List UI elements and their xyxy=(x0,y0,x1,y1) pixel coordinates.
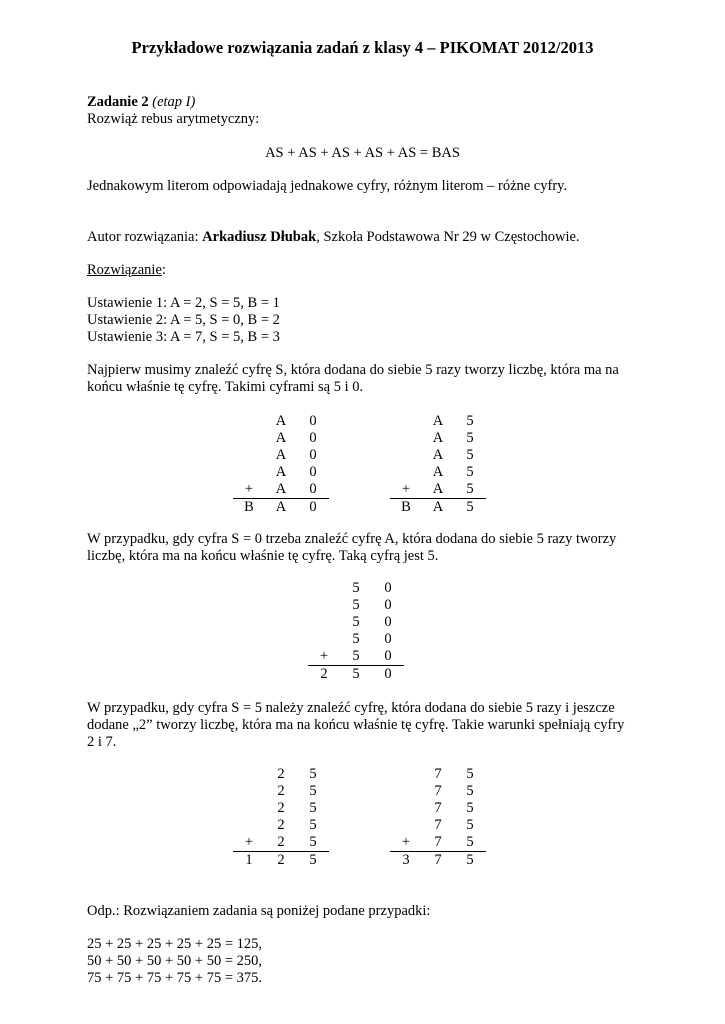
addition-row xyxy=(233,817,329,834)
addition-digit-cell: 7 xyxy=(434,766,442,782)
addition-digits-25 xyxy=(233,766,329,869)
addition-digit-cell: 5 xyxy=(466,783,474,799)
addition-digit-cell: 0 xyxy=(384,614,392,630)
addition-sign-cell xyxy=(390,817,422,834)
addition-row xyxy=(233,766,329,783)
addition-digit-cell: 5 xyxy=(352,580,360,596)
paragraph-3-line-3: 2 i 7. xyxy=(87,734,117,750)
addition-sign-cell xyxy=(233,447,265,464)
addition-row xyxy=(390,464,486,481)
addition-row xyxy=(308,631,404,648)
addition-digit-cell: 5 xyxy=(454,852,486,870)
answer-1: 25 + 25 + 25 + 25 + 25 = 125, xyxy=(87,936,263,952)
addition-digit-cell: 5 xyxy=(309,800,317,816)
addition-digit-cell: 0 xyxy=(384,580,392,596)
addition-digit-cell: A xyxy=(275,413,287,429)
addition-digit-cell: 2 xyxy=(277,766,285,782)
addition-digit-cell: A xyxy=(275,430,287,446)
addition-digit-cell: 5 xyxy=(454,499,486,517)
addition-row xyxy=(390,413,486,430)
addition-digit-cell: 7 xyxy=(434,817,442,833)
addition-digit-cell: 5 xyxy=(352,631,360,647)
paragraph-3-line-2: dodane „2” tworzy liczbę, która ma na końcu właśnie tę cyfrę. Takie warunki spełniają cyfry xyxy=(87,717,625,733)
addition-digit-cell: A xyxy=(432,481,444,497)
addition-letters-s5 xyxy=(390,413,486,516)
addition-digit-cell: 0 xyxy=(309,464,317,480)
addition-sign-cell xyxy=(233,464,265,481)
addition-row xyxy=(233,447,329,464)
addition-digit-cell: 5 xyxy=(352,648,360,664)
answer-2: 50 + 50 + 50 + 50 + 50 = 250, xyxy=(87,953,263,969)
addition-digit-cell: 5 xyxy=(466,464,474,480)
addition-row xyxy=(390,852,486,870)
page-title: Przykładowe rozwiązania zadań z klasy 4 – PIKOMAT 2012/2013 xyxy=(131,38,594,57)
addition-row xyxy=(308,648,404,666)
addition-digit-cell: 0 xyxy=(309,481,317,497)
addition-row xyxy=(390,766,486,783)
addition-row xyxy=(233,481,329,499)
addition-digit-cell: A xyxy=(275,464,287,480)
addition-sign-cell xyxy=(308,631,340,648)
addition-sign-cell: + xyxy=(319,648,329,664)
addition-sign-cell: B xyxy=(390,499,422,517)
addition-digit-cell: 7 xyxy=(422,852,454,870)
addition-sign-cell: 2 xyxy=(308,666,340,684)
addition-sign-cell: + xyxy=(401,834,411,850)
addition-digit-cell: 5 xyxy=(309,817,317,833)
addition-row xyxy=(233,413,329,430)
addition-digit-cell: 5 xyxy=(309,783,317,799)
addition-row xyxy=(390,783,486,800)
paragraph-1-line-2: końcu właśnie tę cyfrę. Takimi cyframi są 5 i 0. xyxy=(87,379,364,395)
addition-sign-cell xyxy=(233,430,265,447)
addition-sign-cell: + xyxy=(244,481,254,497)
addition-row xyxy=(233,800,329,817)
addition-sign-cell: 1 xyxy=(233,852,265,870)
addition-row xyxy=(390,499,486,517)
addition-digit-cell: A xyxy=(432,447,444,463)
author-line xyxy=(87,229,580,246)
task-stage: (etap I) xyxy=(152,94,196,110)
paragraph-1-line-1: Najpierw musimy znaleźć cyfrę S, która dodana do siebie 5 razy tworzy liczbę, która ma na xyxy=(87,362,619,378)
addition-digit-cell: 0 xyxy=(384,631,392,647)
addition-sign-cell xyxy=(390,800,422,817)
addition-sign-cell xyxy=(390,430,422,447)
addition-digit-cell: A xyxy=(432,430,444,446)
addition-sign-cell xyxy=(308,614,340,631)
task-header xyxy=(87,94,195,111)
addition-letters-s0 xyxy=(233,413,329,516)
addition-digit-cell: 5 xyxy=(466,834,474,850)
addition-digit-cell: 0 xyxy=(372,666,404,684)
addition-row xyxy=(233,499,329,517)
addition-digit-cell: 5 xyxy=(466,481,474,497)
answer-3: 75 + 75 + 75 + 75 + 75 = 375. xyxy=(87,970,263,986)
author-name: Arkadiusz Dłubak xyxy=(202,229,317,245)
addition-digit-cell: 0 xyxy=(384,648,392,664)
addition-sign-cell xyxy=(308,580,340,597)
addition-row xyxy=(390,817,486,834)
addition-sign-cell: 3 xyxy=(390,852,422,870)
addition-sign-cell: B xyxy=(233,499,265,517)
addition-digit-cell: 5 xyxy=(466,447,474,463)
addition-digits-50 xyxy=(308,580,404,683)
addition-sign-cell xyxy=(390,447,422,464)
addition-digit-cell: A xyxy=(275,447,287,463)
addition-digit-cell: 0 xyxy=(309,447,317,463)
addition-digit-cell: 2 xyxy=(277,783,285,799)
addition-digit-cell: 2 xyxy=(277,817,285,833)
addition-row xyxy=(390,481,486,499)
addition-digit-cell: 7 xyxy=(434,834,442,850)
addition-row xyxy=(308,597,404,614)
addition-sign-cell xyxy=(390,464,422,481)
addition-row xyxy=(233,783,329,800)
task-label: Zadanie 2 xyxy=(87,94,149,110)
addition-row xyxy=(308,614,404,631)
addition-digit-cell: 5 xyxy=(352,614,360,630)
author-suffix: , Szkoła Podstawowa Nr 29 w Częstochowie. xyxy=(316,229,580,245)
addition-sign-cell xyxy=(233,800,265,817)
addition-digit-cell: 0 xyxy=(384,597,392,613)
solution-heading-text: Rozwiązanie xyxy=(87,262,162,278)
addition-digit-cell: 2 xyxy=(277,834,285,850)
author-prefix: Autor rozwiązania: xyxy=(87,229,203,245)
addition-row xyxy=(233,852,329,870)
addition-digit-cell: A xyxy=(432,464,444,480)
addition-digit-cell: A xyxy=(275,481,287,497)
answer-intro: Odp.: Rozwiązaniem zadania są poniżej podane przypadki: xyxy=(87,903,431,919)
addition-digit-cell: 0 xyxy=(309,430,317,446)
addition-digit-cell: 2 xyxy=(265,852,297,870)
addition-digit-cell: 5 xyxy=(340,666,372,684)
task-rule: Jednakowym literom odpowiadają jednakowe cyfry, różnym literom – różne cyfry. xyxy=(87,178,568,194)
task-instruction: Rozwiąż rebus arytmetyczny: xyxy=(87,111,260,127)
addition-digit-cell: 5 xyxy=(466,817,474,833)
addition-row xyxy=(233,430,329,447)
addition-sign-cell xyxy=(233,817,265,834)
task-equation: AS + AS + AS + AS + AS = BAS xyxy=(265,145,460,161)
addition-digit-cell: 5 xyxy=(352,597,360,613)
addition-digit-cell: 0 xyxy=(297,499,329,517)
addition-digit-cell: A xyxy=(422,499,454,517)
addition-row xyxy=(390,800,486,817)
addition-sign-cell xyxy=(390,783,422,800)
paragraph-2-line-1: W przypadku, gdy cyfra S = 0 trzeba znaleźć cyfrę A, która dodana do siebie 5 razy tworzy xyxy=(87,531,617,547)
addition-digit-cell: A xyxy=(265,499,297,517)
addition-digits-75 xyxy=(390,766,486,869)
addition-digit-cell: 7 xyxy=(434,800,442,816)
addition-row xyxy=(390,447,486,464)
addition-digit-cell: 5 xyxy=(466,766,474,782)
paragraph-2-line-2: liczbę, która ma na końcu właśnie tę cyfrę. Taką cyfrą jest 5. xyxy=(87,548,439,564)
addition-sign-cell: + xyxy=(244,834,254,850)
addition-row xyxy=(233,464,329,481)
addition-digit-cell: 5 xyxy=(309,766,317,782)
addition-sign-cell xyxy=(390,766,422,783)
setting-2: Ustawienie 2: A = 5, S = 0, B = 2 xyxy=(87,312,280,328)
solution-heading-colon: : xyxy=(161,262,166,278)
addition-digit-cell: 0 xyxy=(309,413,317,429)
addition-sign-cell xyxy=(233,766,265,783)
addition-row xyxy=(308,580,404,597)
addition-sign-cell xyxy=(233,783,265,800)
addition-digit-cell: 5 xyxy=(309,834,317,850)
addition-sign-cell xyxy=(233,413,265,430)
addition-sign-cell: + xyxy=(401,481,411,497)
addition-row xyxy=(233,834,329,852)
addition-sign-cell xyxy=(390,413,422,430)
addition-digit-cell: A xyxy=(432,413,444,429)
addition-row xyxy=(390,430,486,447)
paragraph-3-line-1: W przypadku, gdy cyfra S = 5 należy znaleźć cyfrę, która dodana do siebie 5 razy i jeszcze xyxy=(87,700,615,716)
addition-digit-cell: 5 xyxy=(297,852,329,870)
addition-digit-cell: 2 xyxy=(277,800,285,816)
addition-digit-cell: 5 xyxy=(466,430,474,446)
addition-digit-cell: 7 xyxy=(434,783,442,799)
addition-row xyxy=(308,666,404,684)
addition-row xyxy=(390,834,486,852)
addition-sign-cell xyxy=(308,597,340,614)
addition-digit-cell: 5 xyxy=(466,413,474,429)
setting-1: Ustawienie 1: A = 2, S = 5, B = 1 xyxy=(87,295,280,311)
addition-digit-cell: 5 xyxy=(466,800,474,816)
setting-3: Ustawienie 3: A = 7, S = 5, B = 3 xyxy=(87,329,280,345)
solution-heading xyxy=(87,262,166,279)
